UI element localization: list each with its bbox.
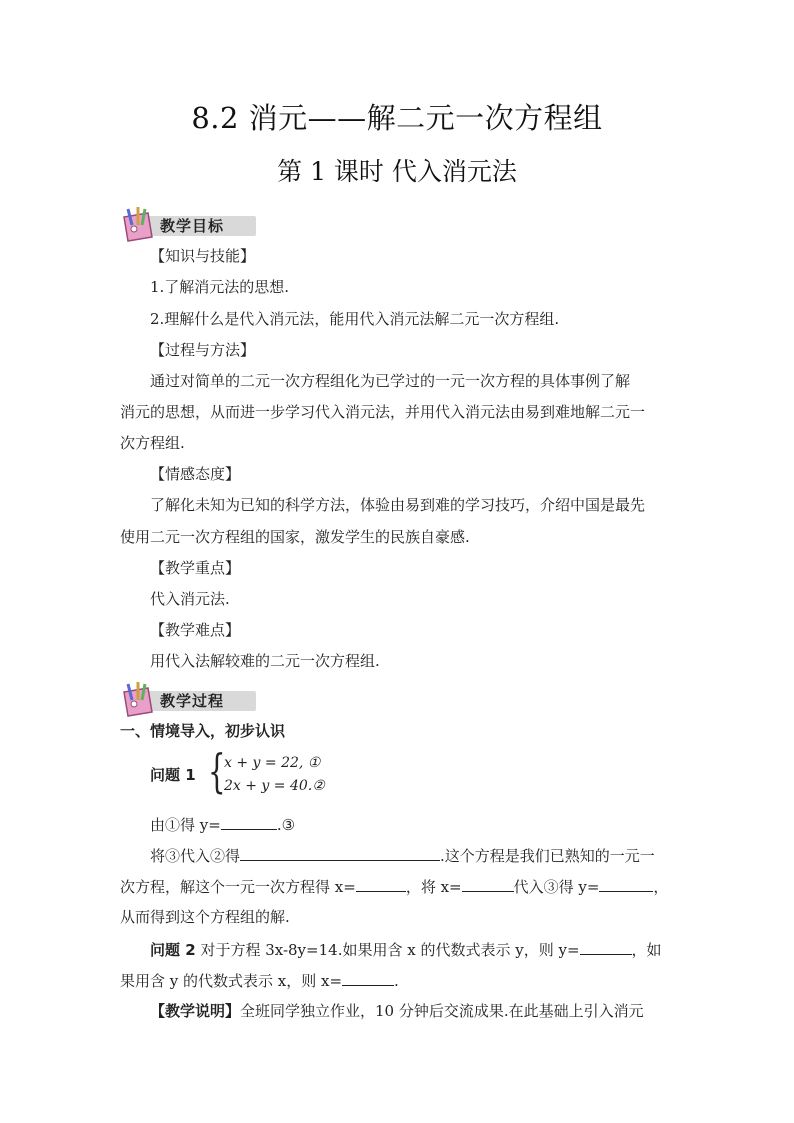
pencil-bag-icon (118, 678, 158, 720)
pencil-bag-icon (118, 203, 158, 245)
answer-blank[interactable] (356, 876, 406, 892)
equation-system (208, 744, 328, 798)
question-2-continued: 果用含 y 的代数式表示 x，则 x= . (120, 972, 399, 990)
brace-symbol: { (208, 744, 226, 798)
badge-label: 教学过程 (160, 692, 225, 710)
answer-blank[interactable] (221, 814, 277, 830)
question-2: 问题 2 对于方程 3x-8y=14.如果用含 x 的代数式表示 y，则 y= ，如 (150, 941, 662, 959)
badge-label: 教学目标 (160, 217, 225, 235)
difficult-point-text: 用代入法解较难的二元一次方程组. (150, 652, 380, 670)
key-point-text: 代入消元法. (150, 590, 230, 608)
answer-blank[interactable] (342, 970, 394, 986)
section-heading-1: 一、情境导入，初步认识 (120, 722, 286, 740)
goal-process-line-2: 消元的思想，从而进一步学习代入消元法，并用代入消元法由易到难地解二元一 (120, 403, 646, 421)
equation-2: 2x + y = 40.② (224, 778, 325, 794)
section-badge-process (118, 678, 258, 720)
answer-blank[interactable] (599, 876, 653, 892)
heading-key-point: 【教学重点】 (150, 559, 241, 577)
goal-emotion-line-2: 使用二元一次方程组的国家，激发学生的民族自豪感. (120, 528, 470, 546)
teaching-note-label: 【教学说明】 (150, 1002, 241, 1020)
goal-emotion-line-1: 了解化未知为已知的科学方法，体验由易到难的学习技巧，介绍中国是最先 (150, 496, 646, 514)
answer-blank[interactable] (240, 845, 440, 861)
step-line-3: 次方程，解这个一元一次方程得 x= ，将 x= 代入③得 y= ， (120, 878, 669, 896)
equation-1: x + y = 22, ① (224, 755, 321, 771)
goal-knowledge-1: 1.了解消元法的思想. (150, 278, 290, 296)
page-title: 8.2 消元——解二元一次方程组 (191, 101, 603, 135)
heading-difficult-point: 【教学难点】 (150, 621, 241, 639)
teaching-note: 【教学说明】全班同学独立作业，10 分钟后交流成果.在此基础上引入消元 (150, 1002, 644, 1020)
question-1-label: 问题 1 (150, 766, 196, 784)
heading-emotion: 【情感态度】 (150, 465, 241, 483)
goal-process-line-3: 次方程组. (120, 434, 185, 452)
answer-blank[interactable] (580, 939, 632, 955)
step-line-1: 由①得 y= .③ (150, 816, 296, 834)
question-2-label: 问题 2 (150, 941, 196, 959)
step-line-4: 从而得到这个方程组的解. (120, 908, 290, 926)
heading-knowledge: 【知识与技能】 (150, 247, 256, 265)
step-line-2: 将③代入②得 .这个方程是我们已熟知的一元一 (150, 847, 655, 865)
goal-knowledge-2: 2.理解什么是代入消元法，能用代入消元法解二元一次方程组. (150, 310, 560, 328)
answer-blank[interactable] (462, 876, 514, 892)
heading-process-method: 【过程与方法】 (150, 341, 256, 359)
page-subtitle: 第 1 课时 代入消元法 (277, 157, 517, 186)
section-badge-goals (118, 203, 258, 245)
goal-process-line-1: 通过对简单的二元一次方程组化为已学过的一元一次方程的具体事例了解 (150, 372, 631, 390)
